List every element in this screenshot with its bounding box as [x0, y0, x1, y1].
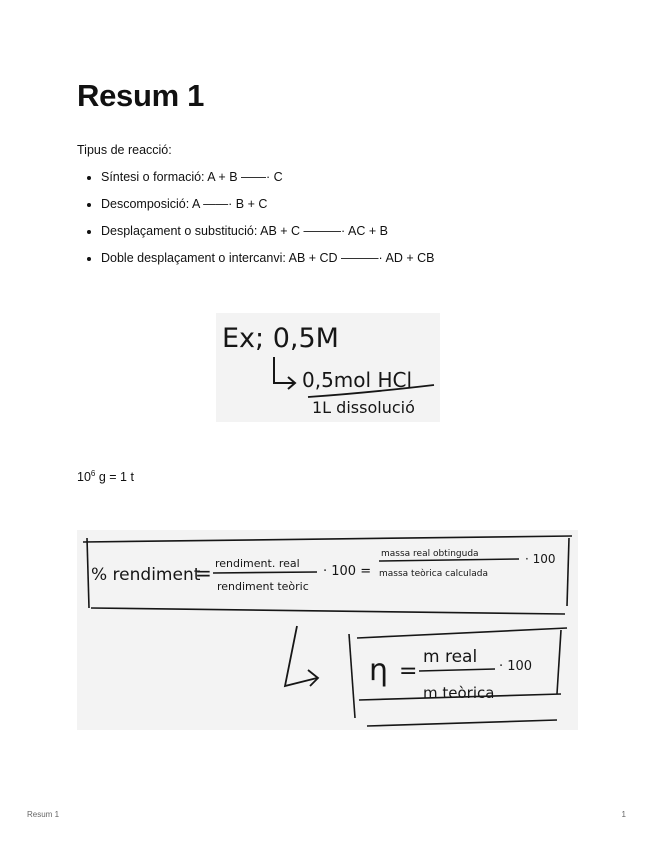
page-title: Resum 1 [77, 78, 205, 113]
handwritten-yield-formula [77, 530, 578, 730]
handwritten-molarity-note [216, 313, 440, 422]
box-right-line [567, 538, 569, 606]
fraction-bar [213, 572, 317, 573]
arrow-icon [285, 626, 317, 686]
fraction3-denominator: m teòrica [423, 684, 495, 702]
box-top-line [83, 536, 572, 542]
fraction1-numerator: rendiment. real [215, 557, 300, 570]
box-bottom-line [91, 608, 565, 614]
list-item: • Desplaçament o substitució: AB + C ———· AC + B [101, 219, 434, 246]
box-left-line [87, 538, 89, 608]
fraction1-denominator: rendiment teòric [217, 580, 309, 593]
fraction2-denominator: massa teòrica calculada [379, 569, 488, 579]
list-item: • Síntesi o formació: A + B ——· C [101, 165, 434, 192]
note1-line1: Ex; 0,5M [222, 323, 339, 354]
times-100: · 100 = [323, 564, 372, 579]
yield-lhs: % rendiment [91, 565, 201, 585]
svg-text:=: = [195, 561, 212, 585]
note1-line2: 0,5mol HCl [302, 368, 412, 392]
list-item: • Descomposició: A ——· B + C [101, 192, 434, 219]
reaction-types-intro: Tipus de reacció: [77, 143, 172, 157]
times-100: · 100 [525, 552, 556, 566]
footer-title: Resum 1 [27, 810, 60, 819]
unit-equivalence: $10^6$ g = 1 t [77, 469, 134, 485]
eta-symbol: η [369, 653, 389, 688]
note1-line3: 1L dissolució [312, 398, 415, 417]
fraction2-numerator: massa real obtinguda [381, 549, 479, 559]
reaction-types-list [77, 165, 434, 273]
fraction-bar [379, 559, 519, 561]
fraction-bar [419, 669, 495, 671]
page-number: 1 [621, 810, 626, 819]
list-item: • Doble desplaçament o intercanvi: AB + CD ———· AD + CB [101, 246, 434, 273]
times-100: · 100 [499, 659, 533, 674]
svg-text:=: = [399, 659, 418, 684]
fraction3-numerator: m real [423, 647, 478, 667]
